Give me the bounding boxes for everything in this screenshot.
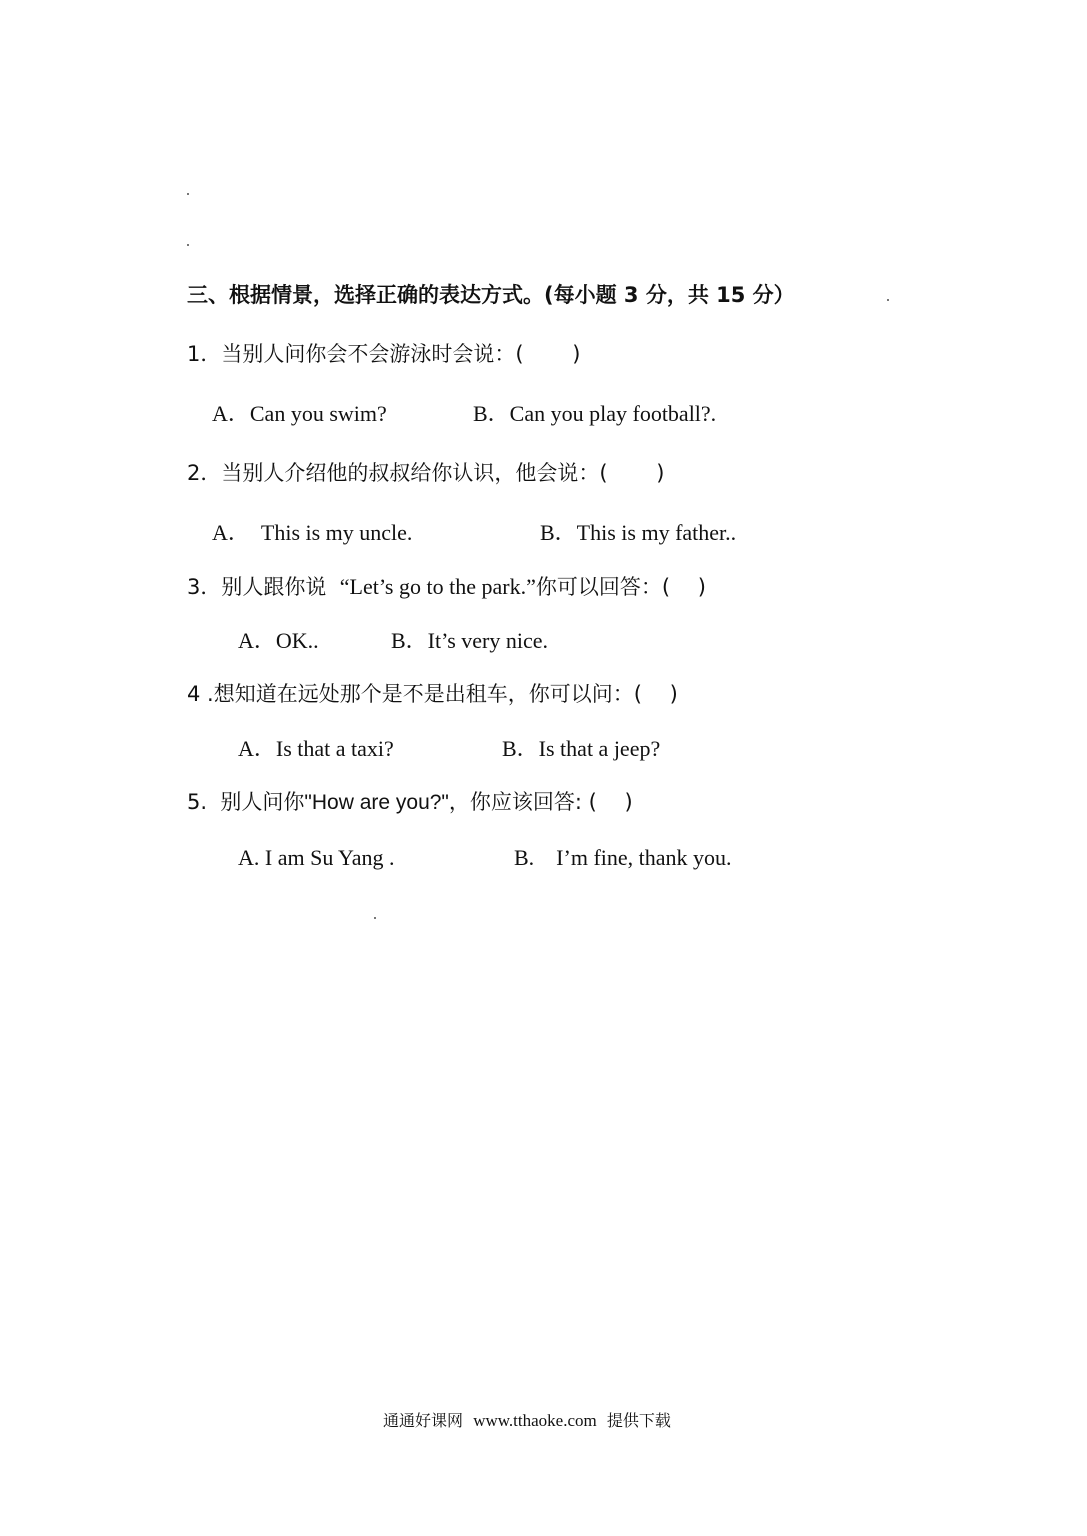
question-3	[187, 573, 706, 601]
scan-speck	[374, 917, 376, 919]
question-number: 2．	[187, 461, 222, 485]
page-footer	[383, 1410, 671, 1432]
option-b: B．Can you play football?.	[473, 401, 717, 426]
option-a: A．OK..	[238, 628, 319, 653]
footer-suffix: 提供下载	[606, 1411, 671, 1430]
option-a: A. I am Su Yang .	[238, 845, 395, 870]
option-a: A． This is my uncle.	[212, 520, 413, 545]
option-b: B. I’m fine, thank you.	[514, 845, 732, 870]
question-prompt: 当别人介绍他的叔叔给你认识，他会说：( )	[221, 461, 665, 485]
question-prompt: 当别人问你会不会游泳时会说：( )	[221, 342, 581, 366]
scan-speck	[187, 244, 189, 246]
question-prompt: 想知道在远处那个是不是出租车，你可以问：( )	[213, 682, 678, 706]
question-number: 4 .	[187, 682, 214, 706]
option-b: B．This is my father..	[540, 520, 737, 545]
question-5	[187, 788, 633, 817]
question-1	[187, 340, 580, 368]
question-prompt-end: ，你应该回答: ( )	[448, 790, 633, 814]
option-b: B．It’s very nice.	[391, 628, 549, 653]
footer-site-name: 通通好课网	[383, 1411, 464, 1430]
question-number: 5.	[187, 790, 208, 814]
question-prompt-end: 你可以回答：( )	[535, 575, 706, 599]
section-title: 三、根据情景，选择正确的表达方式。(每小题 3 分，共 15 分）	[187, 283, 795, 307]
question-prompt-cn: 别人跟你说	[221, 575, 327, 599]
question-number: 3．	[187, 575, 222, 599]
option-a: A．Is that a taxi?	[238, 736, 394, 761]
question-prompt-en: "How are you?"	[304, 791, 449, 814]
question-4	[187, 680, 678, 708]
scan-speck	[187, 193, 189, 195]
option-a: A．Can you swim?	[212, 401, 387, 426]
footer-url: www.tthaoke.com	[473, 1411, 597, 1430]
question-2	[187, 459, 664, 487]
question-number: 1．	[187, 342, 222, 366]
option-b: B．Is that a jeep?	[502, 736, 661, 761]
scan-speck	[887, 299, 889, 301]
question-prompt-cn: 别人问你	[220, 790, 305, 814]
question-prompt-en: “Let’s go to the park.”	[339, 574, 536, 599]
